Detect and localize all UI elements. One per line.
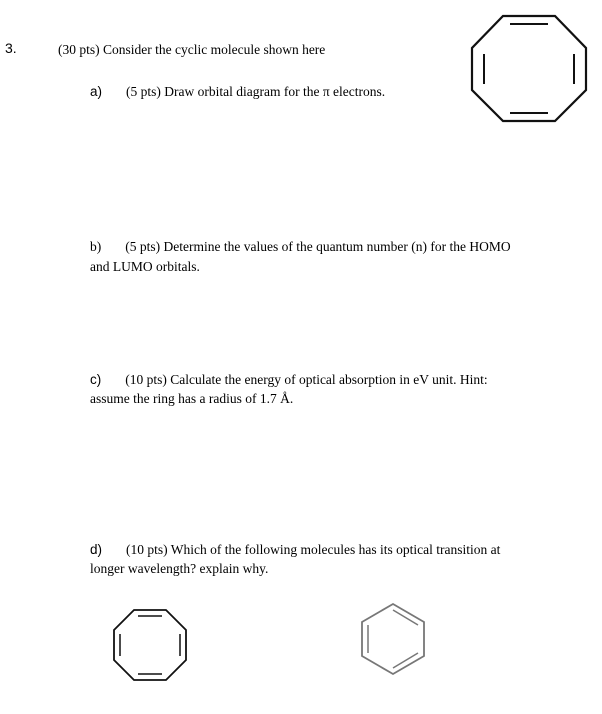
part-b-line2: and LUMO orbitals. xyxy=(90,259,200,274)
part-d-line2: longer wavelength? explain why. xyxy=(90,561,269,576)
part-a-label: a) xyxy=(90,84,103,99)
question-header: (30 pts) Consider the cyclic molecule shown here xyxy=(58,42,326,57)
question-number: 3. xyxy=(5,40,17,56)
part-d-label: d) xyxy=(90,542,103,557)
cyclooctatetraene-option-figure xyxy=(110,606,190,686)
part-a xyxy=(90,82,385,102)
part-c-label: c) xyxy=(90,372,102,387)
benzene-option-figure xyxy=(356,600,432,676)
part-b-line1: (5 pts) Determine the values of the quantum number (n) for the HOMO xyxy=(125,239,511,254)
part-b xyxy=(90,237,511,257)
part-d xyxy=(90,540,500,560)
part-c-line1: (10 pts) Calculate the energy of optical absorption in eV unit. Hint: xyxy=(125,372,488,387)
part-a-text: (5 pts) Draw orbital diagram for the π electrons. xyxy=(126,84,386,99)
part-d-line1: (10 pts) Which of the following molecules has its optical transition at xyxy=(126,542,501,557)
part-c-line2: assume the ring has a radius of 1.7 Å. xyxy=(90,391,294,406)
cyclooctatetraene-main-figure xyxy=(470,8,590,128)
part-b-label: b) xyxy=(90,239,102,254)
part-c xyxy=(90,370,488,390)
